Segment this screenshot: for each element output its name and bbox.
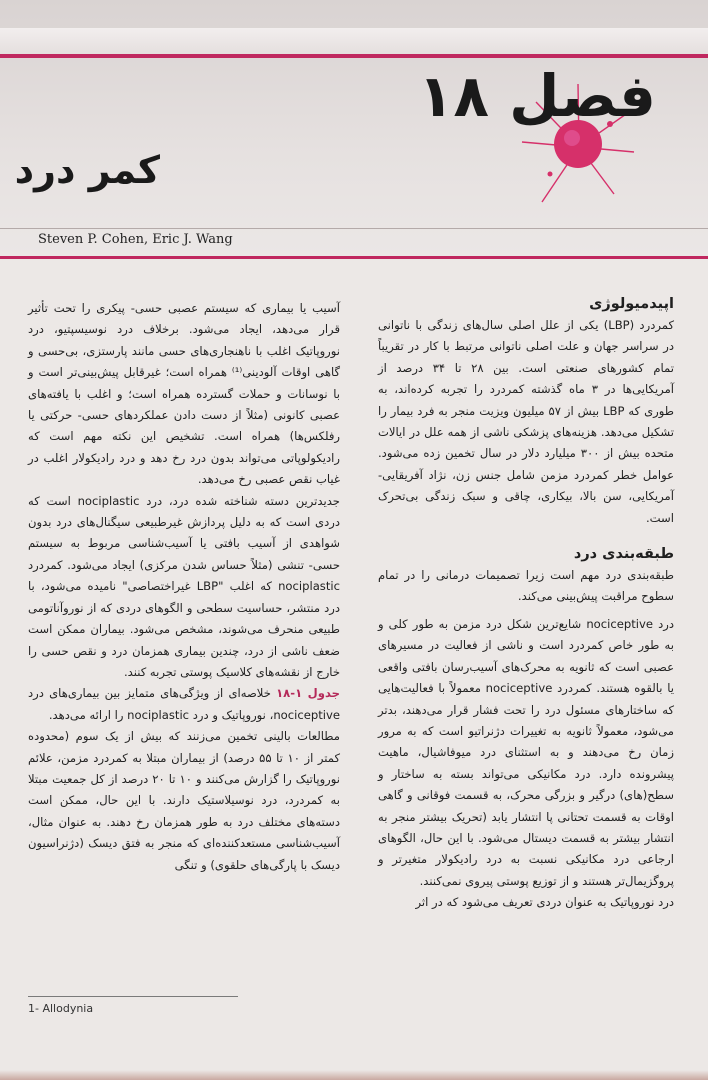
header-divider: [0, 228, 708, 229]
header-band: [0, 28, 708, 56]
footnote: 1- Allodynia: [28, 1002, 94, 1015]
chapter-number: فصل ۱۸: [418, 62, 656, 130]
classification-paragraph-1: طبقه‌بندی درد مهم است زیرا تصمیمات درمانی را در تمام سطوح مراقبت پیش‌بینی می‌کند.: [378, 568, 674, 604]
clinical-studies-paragraph: مطالعات بالینی تخمین می‌زنند که بیش از یک سوم (محدوده کمتر از ۱۰ تا ۵۵ درصد) از بیماران مبتلا به کمردرد مزمن، علائم نوروپاتیک را گزارش می‌کنند و ۱۰ تا ۲۰ درصد از کل جمعیت مبتلا به کمردرد، درد نوسیلاستیک دارند. با این حال، ممکن است دسته‌های مختلف درد به طور همزمان رخ دهند. به عنوان مثال، آسیب‌شناسی مستعدکننده‌ای که منجر به فتق دیسک (دژنراسیون دیسک با پارگی‌های حلقوی) و تنگی: [28, 729, 340, 872]
chapter-title: کمر درد: [14, 148, 160, 192]
right-column: [378, 293, 674, 914]
table-reference-paragraph: [28, 683, 340, 726]
neuropathic-paragraph: آسیب یا بیماری که سیستم عصبی حسی- پیکری را تحت تأثیر قرار می‌دهد، ایجاد می‌شود. برخلاف درد نوسیسپتیو، درد نوروپاتیک اغلب با ناهنجاری‌های حسی مانند پارستزی، بی‌حسی و گاهی اوقات آلودینی⁽¹⁾ همراه است؛ غیرقابل پیش‌بینی‌تر است و با نوسانات و حملات گسترده همراه است؛ و اغلب با یافته‌های عصبی کانونی (مثلاً از دست دادن عملکردهای حسی- حرکتی یا رفلکس‌ها) همراه است. تشخیص این نکته مهم است که رادیکولوپاتی می‌تواند بدون درد رخ دهد و درد رادیکولار اغلب در غیاب نقص عصبی رخ می‌دهد.: [28, 301, 340, 487]
classification-last-line: درد نوروپاتیک به عنوان دردی تعریف می‌شود که در اثر: [415, 895, 674, 910]
classification-paragraph-2: درد nociceptive شایع‌ترین شکل درد مزمن به طور کلی و به طور خاص کمردرد است و ناشی از فعالیت در مسیرهای عصبی است که ثانویه به محرک‌های آسیب‌رسان بافتی واقعی یا بالقوه هستند. کمردرد nociceptive معمولاً با فعالیت‌هایی که ساختارهای مسئول درد را تحت فشار قرار می‌دهند، بدتر می‌شود، معمولاً ثانویه به تغییرات دژنراتیو است که به مرور زمان رخ می‌دهند و به استثنای درد میوفاشیال، ماهیت پیشرونده دارد. درد مکانیکی می‌تواند بسته به ساختار و سطح(های) درگیر و بزرگی محرک، به قسمت فوقانی و گاهی اوقات به قسمت تحتانی پا انتشار یابد (تحریک بیشتر منجر به انتشار بیشتر به قسمت دیستال می‌شود. با این حال، الگوهای ارجاعی درد مکانیکی نسبت به درد رادیکولار متغیرتر و پروگزیمال‌تر هستند و از توزیع پوستی پیروی نمی‌کنند.: [378, 616, 674, 888]
footnote-divider: [28, 996, 238, 997]
left-column: [28, 298, 340, 876]
section-heading-epidemiology: اپیدمیولوژی: [589, 296, 674, 312]
page-edge: [0, 1070, 708, 1080]
table-reference-link[interactable]: جدول ۱-۱۸: [276, 686, 340, 701]
authors-line: Steven P. Cohen, Eric J. Wang: [38, 232, 233, 247]
section-heading-pain-classification: طبقه‌بندی درد: [573, 546, 674, 563]
epidemiology-paragraph: کمردرد (LBP) یکی از علل اصلی سال‌های زندگی با ناتوانی در سراسر جهان و علت اصلی ناتوانی مرتبط با کار در تقریباً تمام کشورهای صنعتی است. بین ۲۸ تا ۳۴ درصد از آمریکایی‌ها در ۳ ماه گذشته کمردرد را تجربه کرده‌اند، به طوری که LBP بیش از ۵۷ میلیون ویزیت منجر به فرد بیمار را تشکیل می‌دهد. هزینه‌های پزشکی ناشی از همه علل در ایالات متحده بیش از ۳۰۰ میلیارد دلار در سال تخمین زده می‌شود. عوامل خطر کمردرد مزمن شامل جنس زن، نژاد آفریقایی- آمریکایی، سن بالا، بیکاری، چاقی و سبک زندگی بی‌تحرک است.: [378, 318, 674, 525]
table-reference-text: خلاصه‌ای از ویژگی‌های متمایز بین بیماری‌های درد nociceptive، نوروپاتیک و درد nociplastic را ارائه می‌دهد.: [28, 686, 340, 722]
header-bottom-rule: [0, 256, 708, 259]
accent-rule: [0, 54, 708, 58]
nociplastic-paragraph: جدیدترین دسته شناخته شده درد، درد nociplastic است که دردی است که به دلیل پردازش غیرطبیعی سیگنال‌های درد بدون شواهدی از آسیب بافتی یا آسیب‌شناسی مربوط به سیستم حسی- تنشی (مثلاً حساس شدن مرکزی) ایجاد می‌شود. کمردرد nociplastic که اغلب "LBP غیراختصاصی" نامیده می‌شود، با درد منتشر، حساسیت سطحی و الگوهای دردی که از نوروآناتومی طبیعی منحرف می‌شوند، مشخص می‌شود. بیماران ممکن است ضعف ناشی از درد، چندین بیماری همزمان درد و نقص حسی را خارج از نقشه‌های کلاسیک پوستی تجربه کنند.: [28, 493, 340, 679]
